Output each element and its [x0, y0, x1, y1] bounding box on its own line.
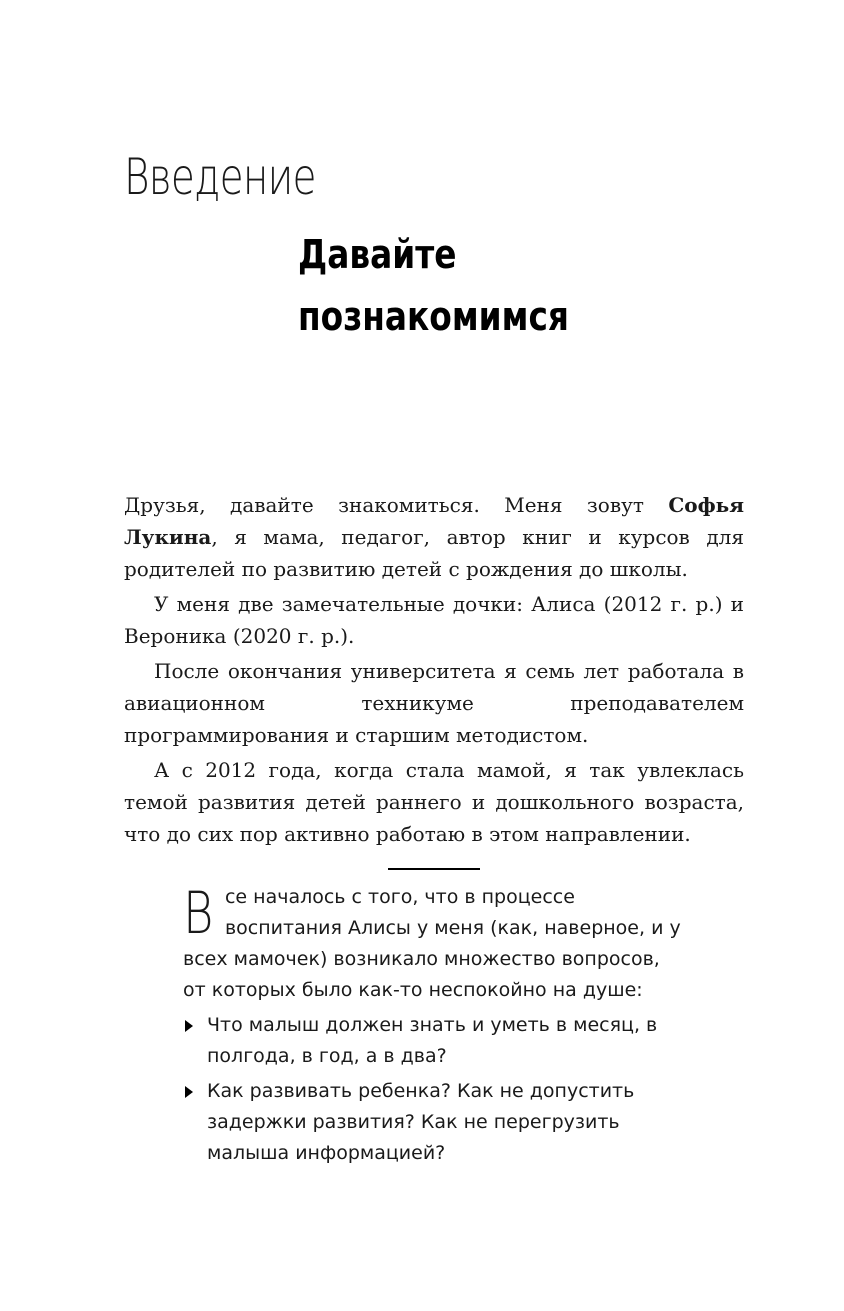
list-item: [183, 1010, 683, 1072]
section-divider: [388, 868, 480, 870]
list-item-text: Что малыш должен знать и уметь в месяц, в полгода, в год, а в два?: [207, 1014, 658, 1067]
sidebar-intro-text: се началось с того, что в процессе воспитания Алисы у меня (как, наверное, и у всех мамочек) возникало множество вопросов, от которых было как-то неспокойно на душе:: [183, 886, 681, 1001]
paragraph-intro-end: , я мама, педагог, автор книг и курсов для родителей по развитию детей с рождения до школы.: [124, 525, 744, 581]
paragraph-daughters: У меня две замечательные дочки: Алиса (2012 г. р.) и Вероника (2020 г. р.).: [124, 592, 744, 648]
chapter-title-line: Давайте: [298, 232, 457, 278]
question-list: [183, 1010, 683, 1169]
paragraph-career: После окончания университета я семь лет работала в авиационном техникуме преподавателем программирования и старшим методистом.: [124, 659, 744, 747]
sidebar-intro: [183, 879, 683, 1006]
paragraph-intro-start: Друзья, давайте знакомиться. Меня зовут: [124, 493, 669, 517]
list-item: [183, 1076, 683, 1169]
triangle-right-icon: [185, 1086, 193, 1098]
chapter-title: [298, 224, 569, 348]
author-name: Софья Лукина: [124, 493, 744, 549]
triangle-right-icon: [185, 1020, 193, 1032]
list-item-text: Как развивать ребенка? Как не допустить задержки развития? Как не перегрузить малыша информацией?: [207, 1080, 635, 1164]
drop-cap: В: [183, 879, 214, 947]
chapter-title-line: познакомимся: [298, 294, 569, 340]
body-text: [124, 489, 744, 850]
paragraph-motherhood: А с 2012 года, когда стала мамой, я так увлеклась темой развития детей раннего и дошкольного возраста, что до сих пор активно работаю в этом направлении.: [124, 758, 744, 846]
chapter-label: Введение: [124, 148, 316, 206]
sidebar-block: [183, 879, 683, 1173]
paragraph-intro: [124, 489, 744, 585]
